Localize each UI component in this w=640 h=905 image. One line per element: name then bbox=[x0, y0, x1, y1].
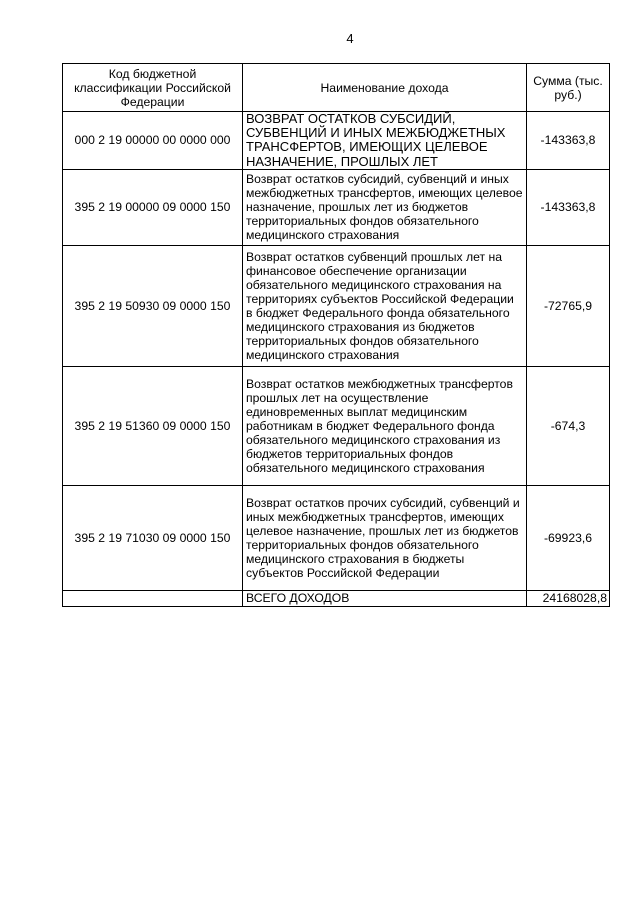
row-sum: -69923,6 bbox=[527, 485, 610, 590]
page-number: 4 bbox=[346, 31, 354, 46]
row-code: 395 2 19 71030 09 0000 150 bbox=[63, 485, 243, 590]
row-sum: -143363,8 bbox=[527, 169, 610, 245]
row-code: 395 2 19 51360 09 0000 150 bbox=[63, 366, 243, 485]
header-sum: Сумма (тыс. руб.) bbox=[527, 64, 610, 112]
table-row bbox=[63, 112, 610, 170]
row-name: Возврат остатков субвенций прошлых лет на финансовое обеспечение организации обязательного медицинского страхования на территориях субъектов Российской Федерации в бюджет Федерального фонда обязательного медицинского страхования из бюджетов территориальных фондов обязательного медицинского страхования bbox=[243, 245, 527, 366]
header-code: Код бюджетной классификации Российской Федерации bbox=[63, 64, 243, 112]
header-name: Наименование дохода bbox=[243, 64, 527, 112]
row-name: ВОЗВРАТ ОСТАТКОВ СУБСИДИЙ, СУБВЕНЦИЙ И ИНЫХ МЕЖБЮДЖЕТНЫХ ТРАНСФЕРТОВ, ИМЕЮЩИХ ЦЕЛЕВОЕ НАЗНАЧЕНИЕ, ПРОШЛЫХ ЛЕТ bbox=[243, 112, 527, 170]
revenue-table bbox=[62, 63, 610, 607]
row-sum: -143363,8 bbox=[527, 112, 610, 170]
table-row bbox=[63, 169, 610, 245]
table-header-row bbox=[63, 64, 610, 112]
row-code: 395 2 19 50930 09 0000 150 bbox=[63, 245, 243, 366]
row-name: Возврат остатков субсидий, субвенций и иных межбюджетных трансфертов, имеющих целевое назначение, прошлых лет из бюджетов территориальных фондов обязательного медицинского страхования bbox=[243, 169, 527, 245]
table-row bbox=[63, 485, 610, 590]
total-row bbox=[63, 590, 610, 606]
total-label: ВСЕГО ДОХОДОВ bbox=[243, 590, 527, 606]
table-row bbox=[63, 366, 610, 485]
row-code: 395 2 19 00000 09 0000 150 bbox=[63, 169, 243, 245]
row-code: 000 2 19 00000 00 0000 000 bbox=[63, 112, 243, 170]
row-name: Возврат остатков прочих субсидий, субвенций и иных межбюджетных трансфертов, имеющих целевое назначение, прошлых лет из бюджетов территориальных фондов обязательного медицинского страхования в бюджеты субъектов Российской Федерации bbox=[243, 485, 527, 590]
row-name: Возврат остатков межбюджетных трансфертов прошлых лет на осуществление единовременных выплат медицинским работникам в бюджет Федерального фонда обязательного медицинского страхования из бюджетов территориальных фондов обязательного медицинского страхования bbox=[243, 366, 527, 485]
total-sum: 24168028,8 bbox=[527, 590, 610, 606]
table-row bbox=[63, 245, 610, 366]
total-code bbox=[63, 590, 243, 606]
row-sum: -674,3 bbox=[527, 366, 610, 485]
row-sum: -72765,9 bbox=[527, 245, 610, 366]
